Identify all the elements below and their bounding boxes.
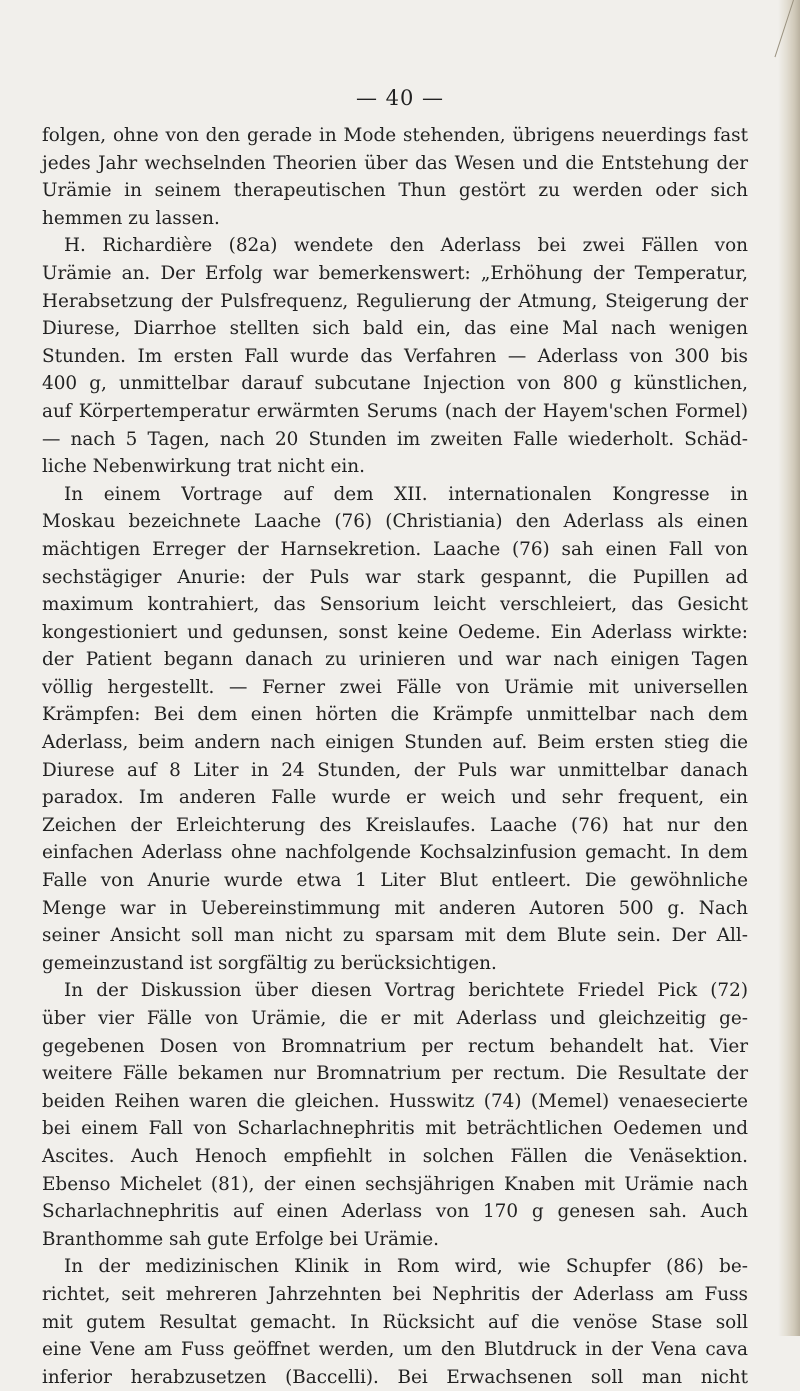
text-line: In der medizinischen Klinik in Rom wird, wie Schupfer (86) be- — [64, 1256, 748, 1278]
text-line: kongestioniert und gedunsen, sonst keine Oedeme. Ein Aderlass wirkte: — [42, 621, 748, 643]
text-line: Krämpfen: Bei dem einen hörten die Krämpfe unmittelbar nach dem — [42, 704, 748, 726]
page-number-header: — 40 — — [355, 86, 445, 110]
text-line: sechstägiger Anurie: der Puls war stark gespannt, die Pupillen ad — [42, 566, 748, 588]
text-line: H. Richardière (82a) wendete den Aderlass bei zwei Fällen von — [64, 235, 748, 257]
text-line: völlig hergestellt. — Ferner zwei Fälle von Urämie mit universellen — [42, 676, 748, 698]
text-line: über vier Fälle von Urämie, die er mit Aderlass und gleichzeitig ge- — [42, 1008, 748, 1029]
text-line: beiden Reihen waren die gleichen. Husswitz (74) (Memel) venaesecierte — [42, 1090, 748, 1112]
text-line: gegebenen Dosen von Bromnatrium per rectum behandelt hat. Vier — [42, 1035, 748, 1057]
text-line: weitere Fälle bekamen nur Bromnatrium per rectum. Die Resultate der — [42, 1063, 748, 1085]
text-line: bei einem Fall von Scharlachnephritis mit beträchtlichen Oedemen und — [42, 1118, 748, 1140]
text-line: einfachen Aderlass ohne nachfolgende Kochsalzinfusion gemacht. In dem — [42, 842, 748, 864]
text-line: eine Vene am Fuss geöffnet werden, um den Blutdruck in der Vena cava — [42, 1339, 748, 1361]
text-line: Falle von Anurie wurde etwa 1 Liter Blut entleert. Die gewöhnliche — [42, 870, 748, 892]
text-line: seiner Ansicht soll man nicht zu sparsam mit dem Blute sein. Der All- — [42, 925, 748, 947]
text-line: inferior herabzusetzen (Baccelli). Bei Erwachsenen soll man nicht — [42, 1366, 748, 1388]
text-line: Diurese, Diarrhoe stellten sich bald ein, das eine Mal nach wenigen — [42, 318, 748, 340]
text-line: Zeichen der Erleichterung des Kreislaufes. Laache (76) hat nur den — [42, 814, 748, 836]
text-line: Herabsetzung der Pulsfrequenz, Regulierung der Atmung, Steigerung der — [42, 290, 748, 312]
text-line: Urämie in seinem therapeutischen Thun gestört zu werden oder sich — [42, 180, 748, 202]
text-line: liche Nebenwirkung trat nicht ein. — [42, 456, 365, 478]
text-line: Scharlachnephritis auf einen Aderlass von 170 g genesen sah. Auch — [42, 1201, 748, 1223]
text-line: der Patient begann danach zu urinieren und war nach einigen Tagen — [42, 649, 748, 671]
text-line: maximum kontrahiert, das Sensorium leicht verschleiert, das Gesicht — [42, 594, 748, 616]
text-line: Urämie an. Der Erfolg war bemerkenswert: „Erhöhung der Temperatur, — [42, 262, 748, 284]
text-line: Ebenso Michelet (81), der einen sechsjährigen Knaben mit Urämie nach — [42, 1173, 748, 1195]
text-line: In einem Vortrage auf dem XII. internationalen Kongresse in — [64, 483, 748, 505]
text-line: auf Körpertemperatur erwärmten Serums (nach der Hayem'schen Formel) — [42, 400, 748, 422]
text-line: paradox. Im anderen Falle wurde er weich und sehr frequent, ein — [42, 787, 748, 809]
text-line: folgen, ohne von den gerade in Mode stehenden, übrigens neuerdings fast — [42, 125, 748, 146]
text-line: Branthomme sah gute Erfolge bei Urämie. — [42, 1228, 440, 1250]
text-line: richtet, seit mehreren Jahrzehnten bei Nephritis der Aderlass am Fuss — [42, 1283, 748, 1305]
text-line: Ascites. Auch Henoch empfiehlt in solchen Fällen die Venäsektion. — [42, 1145, 748, 1167]
body-text — [42, 122, 748, 1391]
text-line: hemmen zu lassen. — [42, 207, 220, 229]
text-line: jedes Jahr wechselnden Theorien über das Wesen und die Entstehung der — [42, 152, 748, 174]
text-line: Diurese auf 8 Liter in 24 Stunden, der Puls war unmittelbar danach — [42, 759, 748, 781]
text-line: Menge war in Uebereinstimmung mit anderen Autoren 500 g. Nach — [42, 897, 748, 919]
text-line: mit gutem Resultat gemacht. In Rücksicht auf die venöse Stase soll — [42, 1311, 748, 1333]
text-line: Stunden. Im ersten Fall wurde das Verfahren — Aderlass von 300 bis — [42, 345, 748, 367]
text-line: — nach 5 Tagen, nach 20 Stunden im zweiten Falle wiederholt. Schäd- — [42, 428, 748, 450]
text-line: Moskau bezeichnete Laache (76) (Christiania) den Aderlass als einen — [42, 511, 748, 533]
text-line: Aderlass, beim andern nach einigen Stunden auf. Beim ersten stieg die — [42, 732, 748, 754]
text-line: gemeinzustand ist sorgfältig zu berücksichtigen. — [42, 952, 497, 974]
page-edge-shadow — [778, 0, 800, 1336]
text-line: 400 g, unmittelbar darauf subcutane Injection von 800 g künstlichen, — [42, 373, 748, 395]
text-line: mächtigen Erreger der Harnsekretion. Laache (76) sah einen Fall von — [42, 538, 748, 560]
text-line: In der Diskussion über diesen Vortrag berichtete Friedel Pick (72) — [64, 980, 748, 1002]
